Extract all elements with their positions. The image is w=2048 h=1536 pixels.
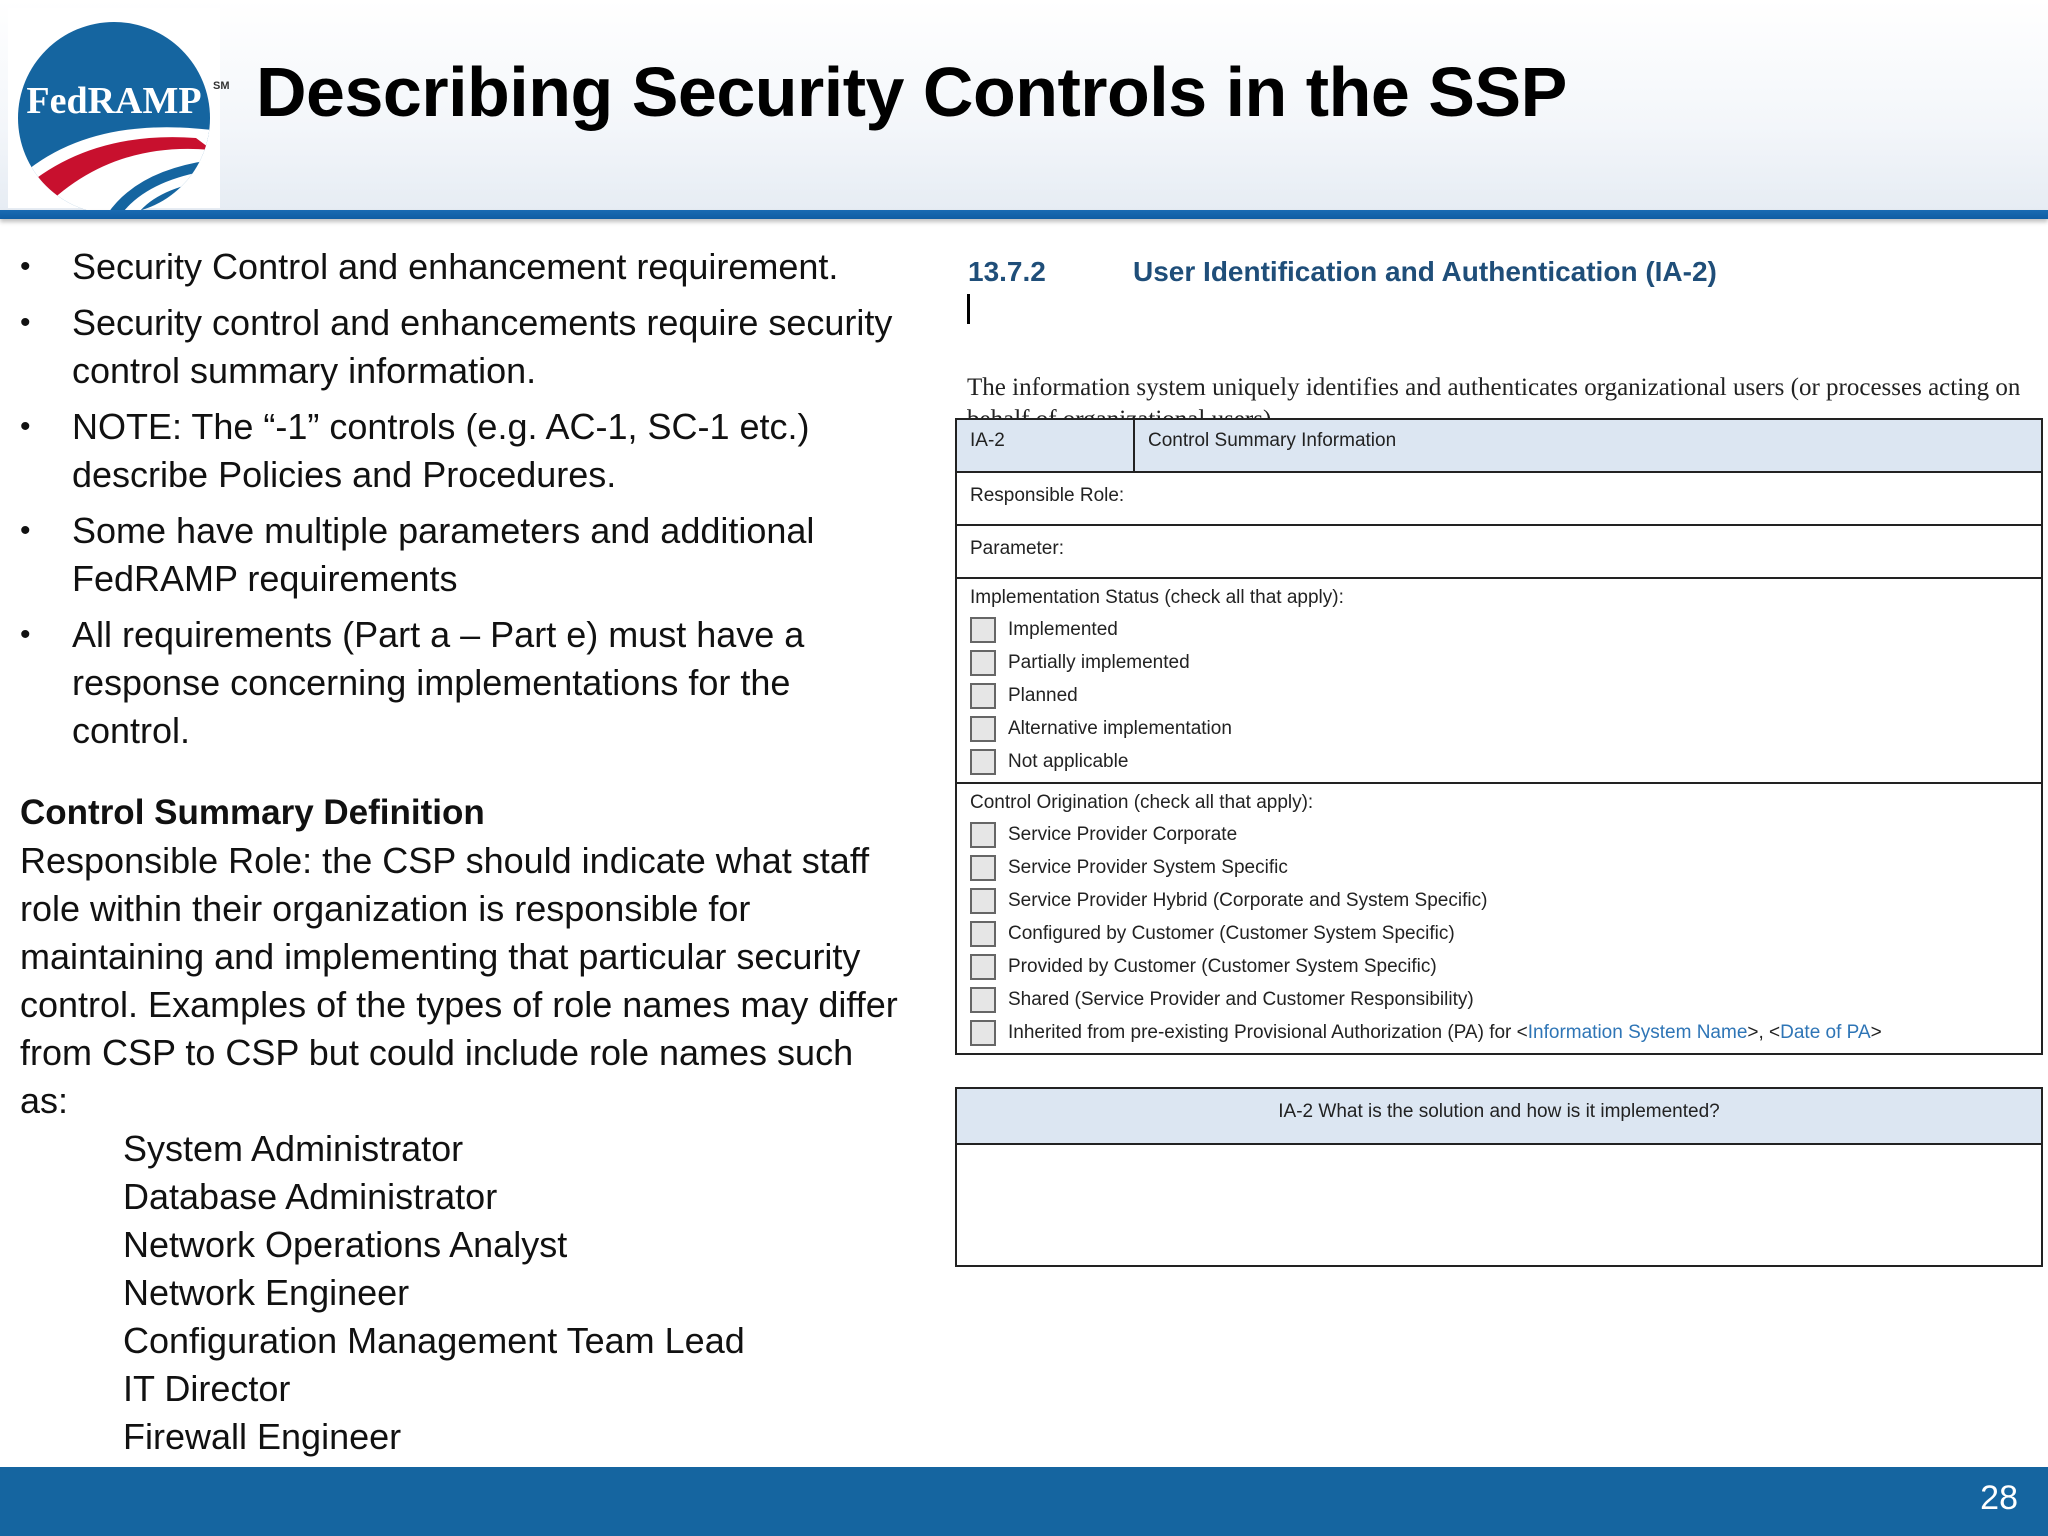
origin-option[interactable]: Shared (Service Provider and Customer Responsibility): [970, 983, 2041, 1016]
solution-response-area[interactable]: [957, 1145, 2041, 1263]
section-description: The information system uniquely identifies and authenticates organizational users (or processes acting on: [967, 374, 2021, 401]
checkbox[interactable]: [970, 888, 996, 914]
control-origination-label: Control Origination (check all that apply):: [970, 792, 1314, 813]
table-header-row: [957, 420, 2041, 473]
bullet-item: • NOTE: The “-1” controls (e.g. AC-1, SC-1 etc.) describe Policies and Procedures.: [20, 403, 900, 499]
page-number: 28: [1980, 1479, 2018, 1517]
responsible-role-row[interactable]: Responsible Role:: [957, 473, 2041, 526]
checkbox[interactable]: [970, 749, 996, 775]
role-item: Firewall Engineer: [123, 1416, 402, 1457]
checkbox[interactable]: [970, 617, 996, 643]
role-item: System Administrator: [123, 1128, 464, 1169]
definition-body: Responsible Role: the CSP should indicate what staff role within their organization is responsible for maintaining and implementing that particular security control. Examples of the types of role names may differ from CSP to CSP but could include role names such as:: [20, 840, 898, 1121]
implementation-status-row: [957, 579, 2041, 784]
bullet-icon: •: [20, 250, 31, 283]
checkbox[interactable]: [970, 683, 996, 709]
impl-option[interactable]: Implemented: [970, 613, 2041, 646]
text-cursor: [967, 294, 970, 324]
checkbox[interactable]: [970, 954, 996, 980]
system-name-placeholder: Information System Name: [1527, 1021, 1748, 1043]
slide-footer: [0, 1467, 2048, 1536]
role-item: Network Operations Analyst: [123, 1224, 568, 1265]
bullet-icon: •: [20, 618, 31, 651]
origin-option[interactable]: Service Provider System Specific: [970, 851, 2041, 884]
control-origination-row: [957, 784, 2041, 1053]
impl-option[interactable]: Partially implemented: [970, 646, 2041, 679]
origin-option[interactable]: Provided by Customer (Customer System Specific): [970, 950, 2041, 983]
impl-option[interactable]: Alternative implementation: [970, 712, 2041, 745]
logo-text: FedRAMP: [26, 80, 202, 122]
header-divider: [0, 210, 2048, 219]
section-heading: [955, 250, 2045, 296]
definition-title: Control Summary Definition: [20, 793, 485, 832]
origin-option[interactable]: Configured by Customer (Customer System Specific): [970, 917, 2041, 950]
slide-title: Describing Security Controls in the SSP: [256, 53, 1567, 131]
role-item: IT Director: [123, 1368, 291, 1409]
slide-header: [0, 0, 2048, 212]
parameter-row[interactable]: Parameter:: [957, 526, 2041, 579]
control-id-cell: IA-2: [957, 420, 1135, 471]
impl-option[interactable]: Planned: [970, 679, 2041, 712]
control-summary-table: [955, 418, 2043, 1055]
bullet-icon: •: [20, 514, 31, 547]
section-title: User Identification and Authentication (IA-2): [1133, 256, 1717, 287]
role-item: Configuration Management Team Lead: [123, 1320, 745, 1361]
solution-table: [955, 1087, 2043, 1267]
origin-option[interactable]: Service Provider Corporate: [970, 818, 2041, 851]
ssp-excerpt: [955, 250, 2045, 1122]
checkbox[interactable]: [970, 921, 996, 947]
service-mark: SM: [213, 80, 230, 92]
table-header-cell: Control Summary Information: [1148, 430, 1397, 451]
origin-option[interactable]: Service Provider Hybrid (Corporate and System Specific): [970, 884, 2041, 917]
logo-box: [8, 8, 230, 208]
checkbox[interactable]: [970, 650, 996, 676]
checkbox[interactable]: [970, 855, 996, 881]
bullet-list: [20, 243, 900, 755]
role-item: Network Engineer: [123, 1272, 410, 1313]
solution-question: IA-2 What is the solution and how is it implemented?: [957, 1089, 2041, 1145]
bullet-item: • Security control and enhancements require security control summary information.: [20, 299, 900, 395]
bullet-icon: •: [20, 410, 31, 443]
bullet-item: • Security Control and enhancement requirement.: [20, 243, 900, 291]
checkbox[interactable]: [970, 987, 996, 1013]
fedramp-logo: [16, 20, 212, 216]
implementation-status-label: Implementation Status (check all that apply):: [970, 587, 1344, 608]
checkbox[interactable]: [970, 822, 996, 848]
bullet-item: • All requirements (Part a – Part e) must have a response concerning implementations for the control.: [20, 611, 900, 755]
bullet-icon: •: [20, 306, 31, 339]
checkbox[interactable]: [970, 1020, 996, 1046]
left-column: [20, 243, 900, 1461]
origin-option-inherited[interactable]: Inherited from pre-existing Provisional Authorization (PA) for <Information System Name>, <Date of PA>: [970, 1016, 2041, 1049]
role-item: Database Administrator: [123, 1176, 498, 1217]
role-list: [20, 1125, 900, 1461]
bullet-item: • Some have multiple parameters and additional FedRAMP requirements: [20, 507, 900, 603]
impl-option[interactable]: Not applicable: [970, 745, 2041, 778]
section-number: 13.7.2: [968, 256, 1046, 287]
checkbox[interactable]: [970, 716, 996, 742]
date-placeholder: Date of PA: [1780, 1021, 1871, 1043]
